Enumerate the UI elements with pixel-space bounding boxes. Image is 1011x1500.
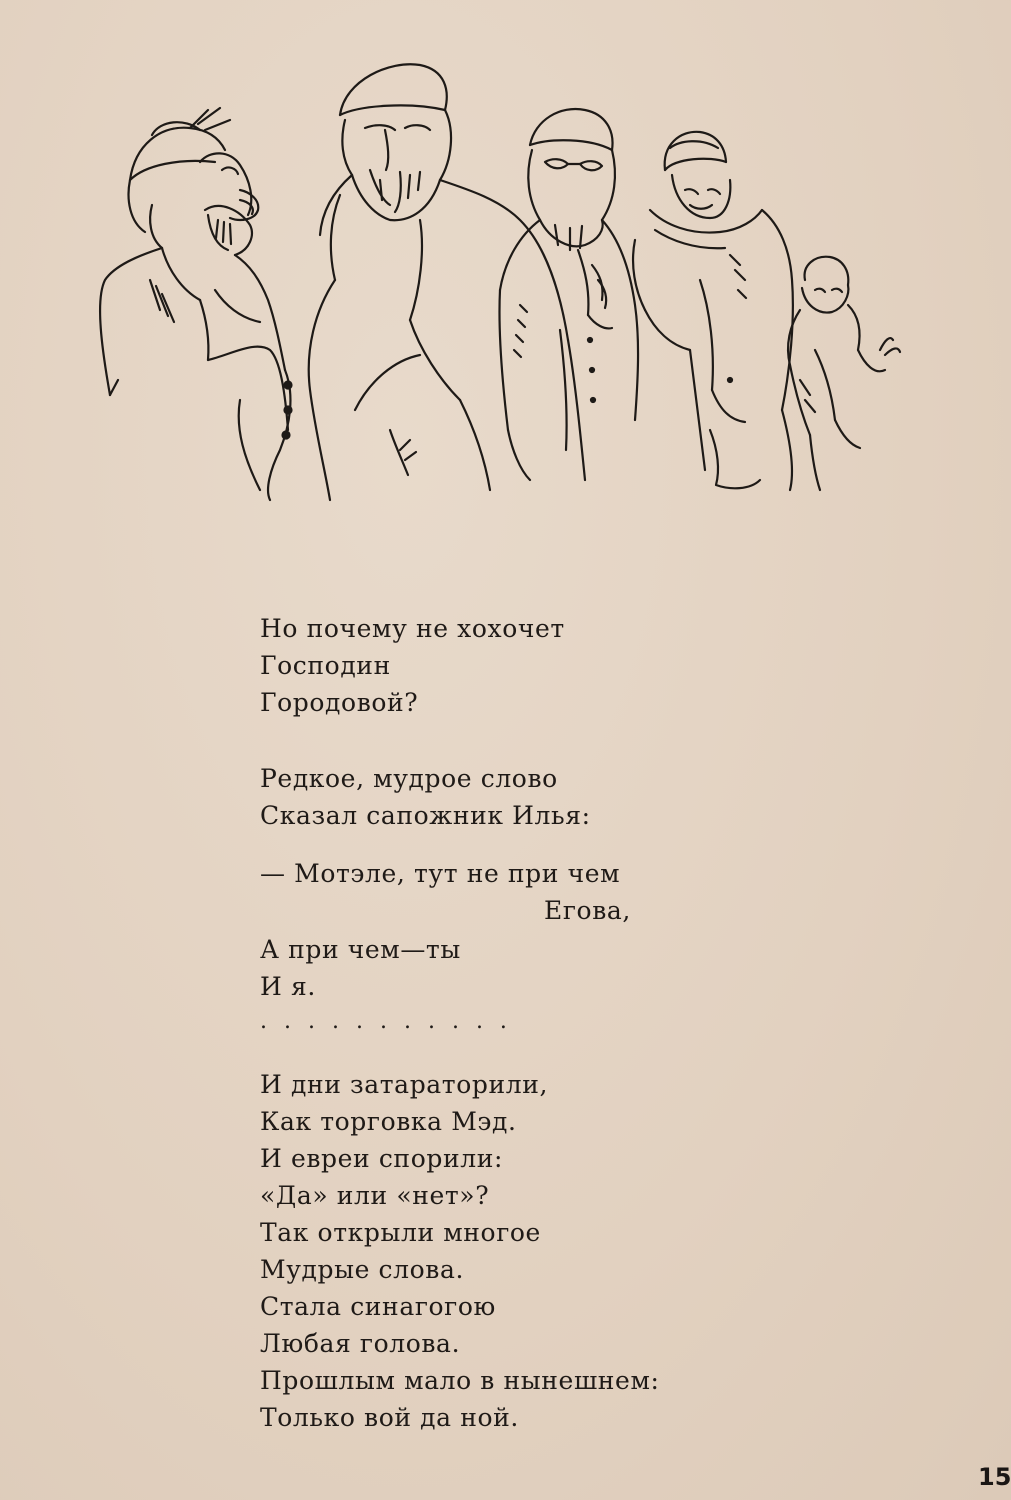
poem-line: И дни затараторили, [260,1070,549,1099]
poem-line: Господин [260,651,391,680]
page-number: 15 [978,1463,1011,1491]
poem-line: И я. [260,972,316,1001]
poem-line: А при чем—ты [260,935,461,964]
poem-line: Как торговка Мэд. [260,1107,517,1136]
poem-line: «Да» или «нет»? [260,1181,490,1210]
poem-line: Егова, [544,896,631,925]
poem-line: Так открыли многое [260,1218,541,1247]
poem-line: Стала синагогою [260,1292,496,1321]
poem-line: — Мотэле, тут не при чем [260,859,621,888]
poem-line: Мудрые слова. [260,1255,465,1284]
figure-man-with-glasses [499,109,638,480]
poem-line: Только вой да ной. [260,1403,519,1432]
figure-tall-bearded-man [309,64,585,500]
poem-line: Городовой? [260,688,419,717]
poem-line: Редкое, мудрое слово [260,764,558,793]
poem-line: Сказал сапожник Илья: [260,801,591,830]
poem-line: Прошлым мало в нынешнем: [260,1366,660,1395]
ellipsis-separator: ........... [260,1009,524,1034]
poem-line: Любая голова. [260,1329,461,1358]
figure-left-man [100,108,291,500]
poem-line: Но почему не хохочет [260,614,565,643]
illustration-group-of-men [90,50,900,510]
poem-line: И евреи спорили: [260,1144,503,1173]
figure-man-with-scarf [633,132,793,490]
figure-small-man-right [788,257,900,490]
